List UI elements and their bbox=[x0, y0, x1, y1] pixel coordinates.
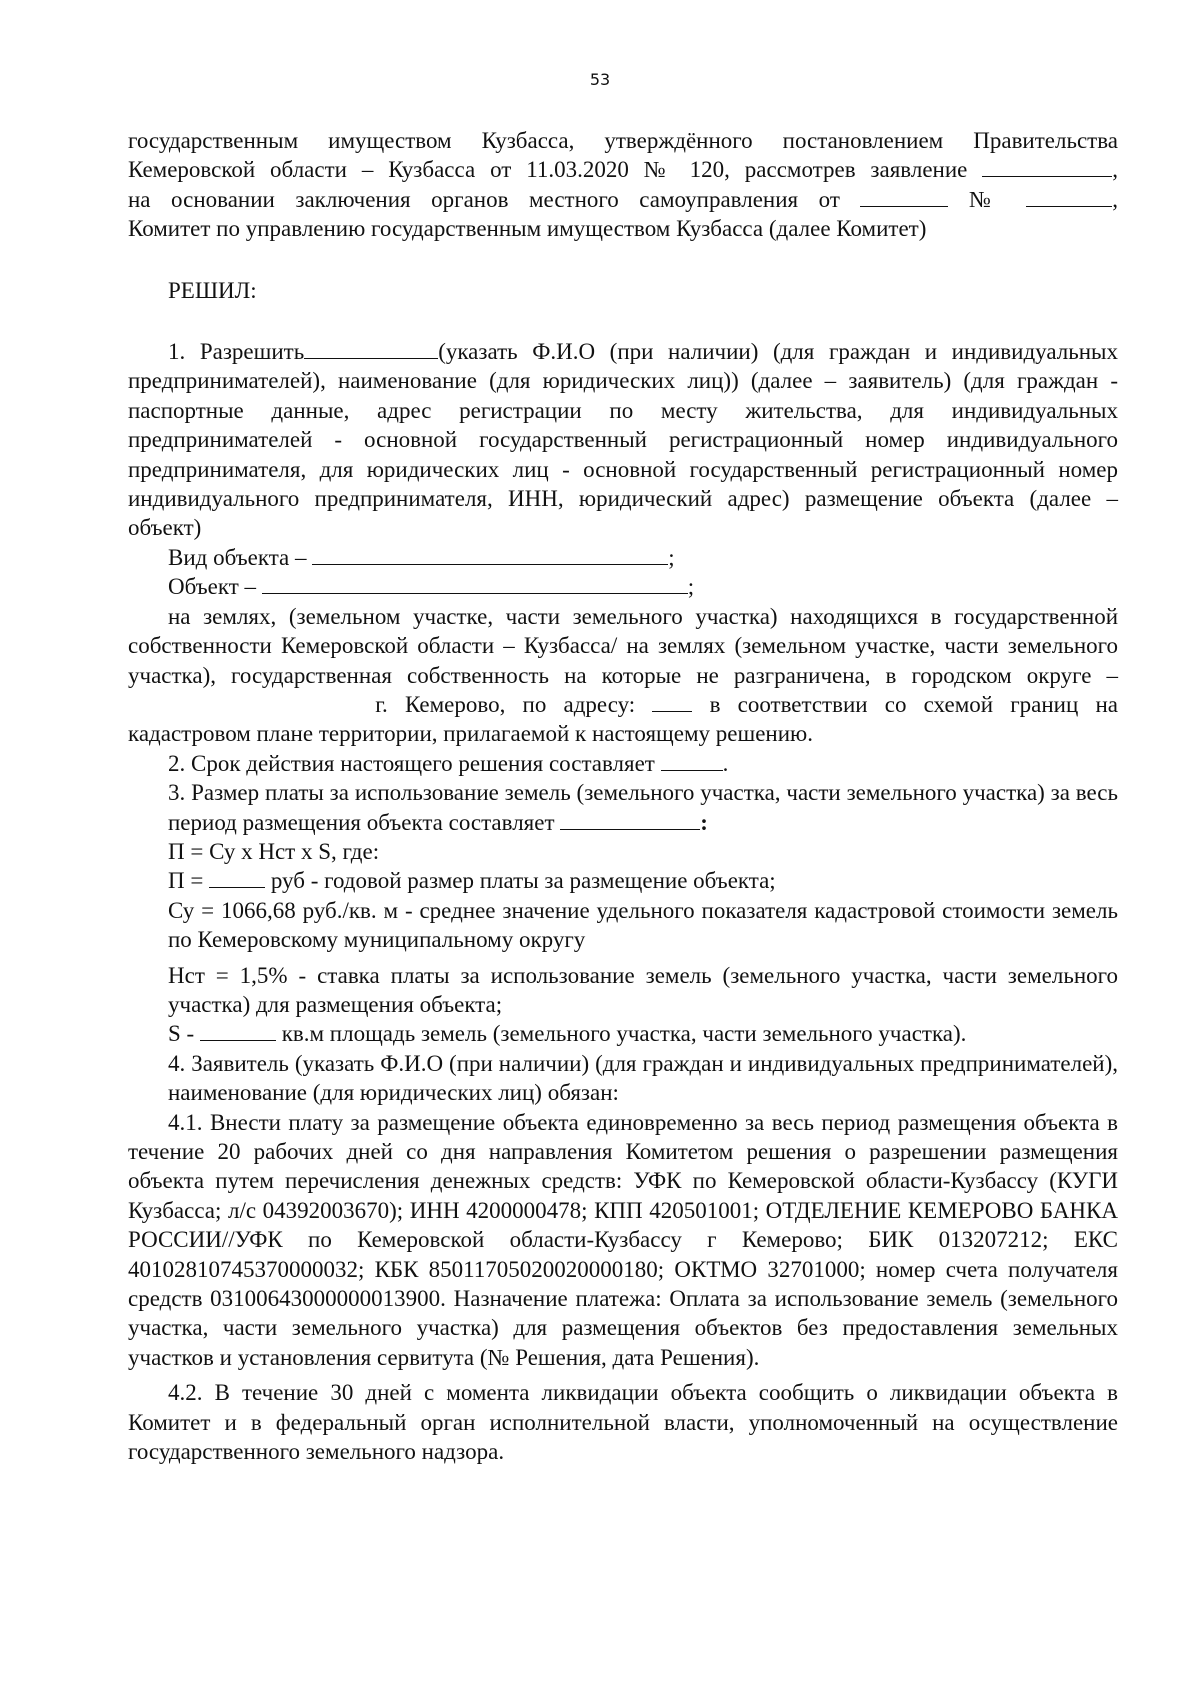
formula-line: П = Су х Нст х S, где: bbox=[168, 838, 380, 864]
paragraph-4-2: 4.2. В течение 30 дней с момента ликвидации объекта сообщить о ликвидации объекта в Комитет и в федеральный орган исполнительной власти, уполномоченный на осуществление государственного земельного надзора. bbox=[128, 1380, 1118, 1465]
cadastral-value-definition: Су = 1066,68 руб./кв. м - среднее значение удельного показателя кадастровой стоимости земель по Кемеровскому муниципальному округу bbox=[168, 897, 1118, 953]
applicant-blank bbox=[304, 338, 438, 359]
annual-fee-definition: П = руб - годовой размер платы за размещение объекта; bbox=[168, 868, 776, 894]
application-blank bbox=[982, 156, 1112, 177]
conclusion-number-blank bbox=[1026, 186, 1112, 207]
rate-definition: Нст = 1,5% - ставка платы за использование земель (земельного участка, части земельного участка) для размещения объекта; bbox=[168, 962, 1118, 1017]
object-line: Объект – ; bbox=[168, 574, 695, 600]
address-blank bbox=[652, 691, 692, 712]
area-blank bbox=[200, 1020, 276, 1041]
term-blank bbox=[661, 750, 723, 771]
intro-line-3: на основании заключения органов местного самоуправления от № , bbox=[128, 186, 1119, 212]
resolved-heading: РЕШИЛ: bbox=[168, 277, 257, 303]
fee-blank bbox=[560, 809, 700, 830]
area-definition: S - кв.м площадь земель (земельного участка, части земельного участка). bbox=[168, 1021, 967, 1047]
paragraph-4-1: 4.1. Внести плату за размещение объекта единовременно за весь период размещения объекта в течение 20 рабочих дней со дня направления Комитетом решения о разрешении размещения объекта путем перечисления денежных средств: УФК по Кемеровской области-Кузбассу (КУГИ Кузбасса; л/с 04392003670); ИНН 4200000478; КПП 420501001; ОТДЕЛЕНИЕ КЕМЕРОВО БАНКА РОССИИ//УФК по Кемеровской области-Кузбассу г Кемерово; БИК 013207212; ЕКС 40102810745370000032; КБК 85011705020020000180; ОКТМО 32701000; номер счета получателя средств 03100643000000013900. Назначение платежа: Оплата за использование земель (земельного участка, части земельного участка) для размещения объектов без предоставления земельных участков и установления сервитута (№ Решения, дата Решения). bbox=[128, 1109, 1118, 1370]
intro-line-1: государственным имуществом Кузбасса, утверждённого постановлением Правительства bbox=[128, 128, 1118, 153]
object-type-blank bbox=[312, 544, 668, 565]
paragraph-2: 2. Срок действия настоящего решения составляет . bbox=[168, 750, 729, 776]
paragraph-4: 4. Заявитель (указать Ф.И.О (при наличии) (для граждан и индивидуальных предпринимателей), наименование (для юридических лиц) обязан: bbox=[168, 1050, 1118, 1106]
annual-fee-blank bbox=[209, 867, 265, 888]
paragraph-3: 3. Размер платы за использование земель (земельного участка, части земельного участка) за весь период размещения объекта составляет : bbox=[168, 780, 1118, 835]
document-body bbox=[128, 126, 1118, 1466]
paragraph-1: 1. Разрешить (указать Ф.И.О (при наличии) (для граждан и индивидуальных предпринимателей), наименование (для юридических лиц)) (далее – заявитель) (для граждан - паспортные данные, адрес регистрации по месту жительства, для индивидуальных предпринимателей - основной государственный регистрационный номер индивидуального предпринимателя, для юридических лиц - основной государственный регистрационный номер индивидуального предпринимателя, ИНН, юридический адрес) размещение объекта (далее – объект) bbox=[128, 339, 1118, 541]
conclusion-date-blank bbox=[860, 186, 948, 207]
intro-line-4: Комитет по управлению государственным имуществом Кузбасса (далее Комитет) bbox=[128, 216, 927, 242]
object-type-line: Вид объекта – ; bbox=[168, 544, 675, 570]
lands-paragraph: на землях, (земельном участке, части земельного участка) находящихся в государственной собственности Кемеровской области – Кузбасса/ на землях (земельном участке, части земельного участка), государственная собственность на которые не разграничена, в городском округе – г. Кемерово, по адресу: в соответствии со схемой границ на кадастровом плане территории, прилагаемой к настоящему решению. bbox=[128, 603, 1118, 747]
intro-line-2: Кемеровской области – Кузбасса от 11.03.2020 № 120, рассмотрев заявление , bbox=[128, 157, 1119, 183]
page-number: 53 bbox=[589, 70, 611, 89]
object-blank bbox=[262, 573, 688, 594]
